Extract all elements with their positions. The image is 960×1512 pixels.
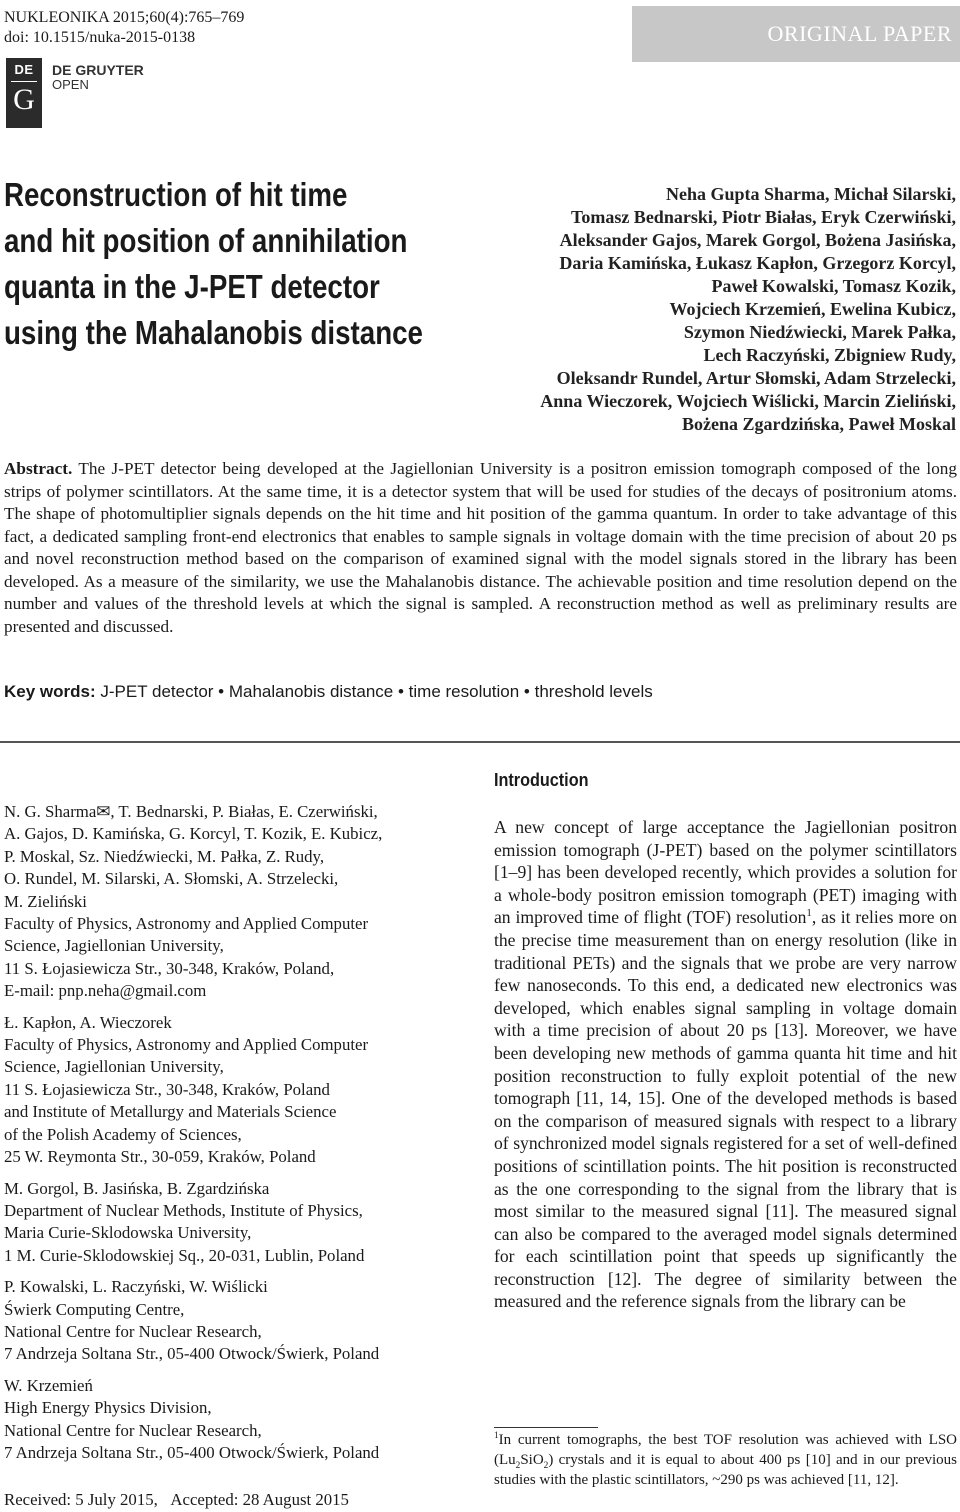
affiliation-line: High Energy Physics Division, <box>4 1398 212 1418</box>
journal-citation: NUKLEONIKA 2015;60(4):765–769 <box>4 9 245 26</box>
logo-divider <box>11 81 37 82</box>
affiliation-line: National Centre for Nuclear Research, <box>4 1420 262 1440</box>
affiliations <box>4 801 470 1473</box>
affiliation-line: Science, Jagiellonian University, <box>4 1057 224 1077</box>
journal-header <box>4 8 244 48</box>
affiliation-line: A. Gajos, D. Kamińska, G. Korcyl, T. Kozik, E. Kubicz, <box>4 824 383 844</box>
affiliation-line: and Institute of Metallurgy and Materials Science <box>4 1102 337 1122</box>
abstract <box>4 458 957 638</box>
footnote-rule <box>494 1427 598 1428</box>
affiliation-line: P. Kowalski, L. Raczyński, W. Wiślicki <box>4 1277 268 1297</box>
footnote-text: ) crystals and it is equal to about 400 ps [10] and in our previous studies with the plastic scintillators, ~290 ps was achieved [11, 12]. <box>494 1452 957 1488</box>
footnote-ref: 1 <box>806 907 812 920</box>
affiliation-line: 11 S. Łojasiewicza Str., 30-348, Kraków, Poland <box>4 1079 330 1099</box>
section-divider <box>0 741 960 743</box>
footnote-text: In current tomographs, the best TOF resolution was achieved with LSO (Lu <box>494 1432 957 1468</box>
affiliation-block <box>4 1178 470 1268</box>
author-line: Bożena Zgardzińska, Paweł Moskal <box>681 414 956 434</box>
intro-text-part: , as it relies more on the precise time measurement than on energy resolution (like in traditional PETs) and the signals that we probe are very narrow few nanoseconds. To this end, a dedicated new electronics was developed, which enables signal sampling in voltage domain with a time precision of about 20 ps [13]. Moreover, we have been developing new methods of gamma quanta hit time and hit position reconstruction to fully exploit potential of the new tomograph [11, 14, 15]. One of the developed methods is based on the comparison of measured signals with respect to a library of synchronized model signals registered for a set of well-defined positions of scintillation points. The hit position is reconstructed as the one corresponding to the signal from the library that is most similar to the measured signal [11]. The measured signal can also be compared to the averaged model signals determined for each scintillation point that speeds up significantly the reconstruction [12]. The degree of similarity between the measured and the reference signals from the library can be <box>494 907 957 1312</box>
footnote <box>494 1430 957 1490</box>
email-line: E-mail: pnp.neha@gmail.com <box>4 981 207 1001</box>
logo-de-text: DE <box>14 62 34 77</box>
author-line: Wojciech Krzemień, Ewelina Kubicz, <box>669 299 956 319</box>
keywords-text: J-PET detector • Mahalanobis distance • time resolution • threshold levels <box>95 682 653 701</box>
publisher-name-sub: OPEN <box>52 77 89 92</box>
paper-type-banner: ORIGINAL PAPER <box>632 6 960 62</box>
affiliation-line: Faculty of Physics, Astronomy and Applied Computer <box>4 914 369 934</box>
affiliation-line: 1 M. Curie-Sklodowskiej Sq., 20-031, Lublin, Poland <box>4 1245 365 1265</box>
section-heading-introduction: Introduction <box>494 770 589 790</box>
intro-text-part: A new concept of large acceptance the Jagiellonian positron emission tomograph (J-PET) based on the polymer scintillators [1–9] has been developed recently, which provides a solution for a whole-body positron emission tomograph (PET) imaging with an improved time of flight (TOF) resolution <box>494 817 957 928</box>
introduction-text <box>494 816 957 1313</box>
journal-doi: doi: 10.1515/nuka-2015-0138 <box>4 29 196 46</box>
footnote-sub: 2 <box>543 1461 549 1471</box>
affiliation-line: N. G. Sharma✉, T. Bednarski, P. Białas, E. Czerwiński, <box>4 802 378 821</box>
title-line: and hit position of annihilation <box>4 222 408 259</box>
author-line: Daria Kamińska, Łukasz Kapłon, Grzegorz Korcyl, <box>559 253 956 273</box>
keywords-label: Key words: <box>4 682 96 701</box>
affiliation-line: P. Moskal, Sz. Niedźwiecki, M. Pałka, Z. Rudy, <box>4 846 325 866</box>
affiliation-line: Science, Jagiellonian University, <box>4 936 224 956</box>
affiliation-line: of the Polish Academy of Sciences, <box>4 1124 242 1144</box>
affiliation-line: Faculty of Physics, Astronomy and Applied Computer <box>4 1035 369 1055</box>
affiliation-block <box>4 1375 470 1465</box>
affiliation-line: W. Krzemień <box>4 1375 93 1395</box>
logo-g-text: G <box>13 83 35 116</box>
publisher-name-main: DE GRUYTER <box>52 62 144 78</box>
author-line: Aleksander Gajos, Marek Gorgol, Bożena Jasińska, <box>559 230 956 250</box>
affiliation-line: 7 Andrzeja Soltana Str., 05-400 Otwock/Świerk, Poland <box>4 1442 380 1462</box>
title-line: Reconstruction of hit time <box>4 176 348 213</box>
author-line: Szymon Niedźwiecki, Marek Pałka, <box>683 322 956 342</box>
affiliation-line: 7 Andrzeja Soltana Str., 05-400 Otwock/Świerk, Poland <box>4 1344 380 1364</box>
received-date: Received: 5 July 2015, <box>4 1490 158 1509</box>
footnote-mark: 1 <box>494 1431 499 1441</box>
affiliation-line: National Centre for Nuclear Research, <box>4 1321 262 1341</box>
affiliation-line: O. Rundel, M. Silarski, A. Słomski, A. Strzelecki, <box>4 869 339 889</box>
affiliation-line: Ł. Kapłon, A. Wieczorek <box>4 1012 172 1032</box>
abstract-label: Abstract. <box>4 459 73 478</box>
keywords <box>4 681 653 703</box>
author-list <box>396 183 956 436</box>
affiliation-line: Świerk Computing Centre, <box>4 1299 185 1319</box>
affiliation-line: 25 W. Reymonta Str., 30-059, Kraków, Poland <box>4 1147 316 1167</box>
paper-title <box>4 172 423 356</box>
received-dates <box>4 1490 349 1510</box>
affiliation-block <box>4 1276 470 1366</box>
affiliation-line: Maria Curie-Sklodowska University, <box>4 1223 252 1243</box>
title-line: quanta in the J-PET detector <box>4 268 380 305</box>
title-line: using the Mahalanobis distance <box>4 314 423 351</box>
author-line: Tomasz Bednarski, Piotr Białas, Eryk Czerwiński, <box>570 207 956 227</box>
affiliation-line: 11 S. Łojasiewicza Str., 30-348, Kraków, Poland, <box>4 958 335 978</box>
affiliation-line: Department of Nuclear Methods, Institute of Physics, <box>4 1200 363 1220</box>
author-line: Oleksandr Rundel, Artur Słomski, Adam Strzelecki, <box>556 368 956 388</box>
footnote-text: SiO <box>520 1452 544 1468</box>
abstract-text: The J-PET detector being developed at the Jagiellonian University is a positron emission tomograph composed of the long strips of polymer scintillators. At the same time, it is a detector system that will be used for studies of the decays of positronium atoms. The shape of photomultiplier signals depends on the hit time and hit position of the gamma quantum. In order to take advantage of this fact, a dedicated sampling front-end electronics that enables to sample signals in voltage domain with the time precision of about 20 ps and novel reconstruction method based on the comparison of examined signal with the model signals stored in the library has been developed. As a measure of the similarity, we use the Mahalanobis distance. The achievable position and time resolution depend on the number and values of the threshold levels at which the signal is sampled. A reconstruction method as well as preliminary results are presented and discussed. <box>4 459 957 636</box>
affiliation-line: M. Zieliński <box>4 891 87 911</box>
author-line: Anna Wieczorek, Wojciech Wiślicki, Marcin Zieliński, <box>540 391 956 411</box>
author-line: Lech Raczyński, Zbigniew Rudy, <box>703 345 956 365</box>
author-line: Paweł Kowalski, Tomasz Kozik, <box>711 276 956 296</box>
publisher-logo <box>6 58 42 128</box>
footnote-sub: 2 <box>515 1461 521 1471</box>
publisher-name <box>52 63 144 91</box>
affiliation-line: M. Gorgol, B. Jasińska, B. Zgardzińska <box>4 1178 270 1198</box>
author-line: Neha Gupta Sharma, Michał Silarski, <box>665 184 956 204</box>
affiliation-block <box>4 801 470 1003</box>
accepted-date: Accepted: 28 August 2015 <box>170 1490 349 1509</box>
affiliation-block <box>4 1012 470 1169</box>
